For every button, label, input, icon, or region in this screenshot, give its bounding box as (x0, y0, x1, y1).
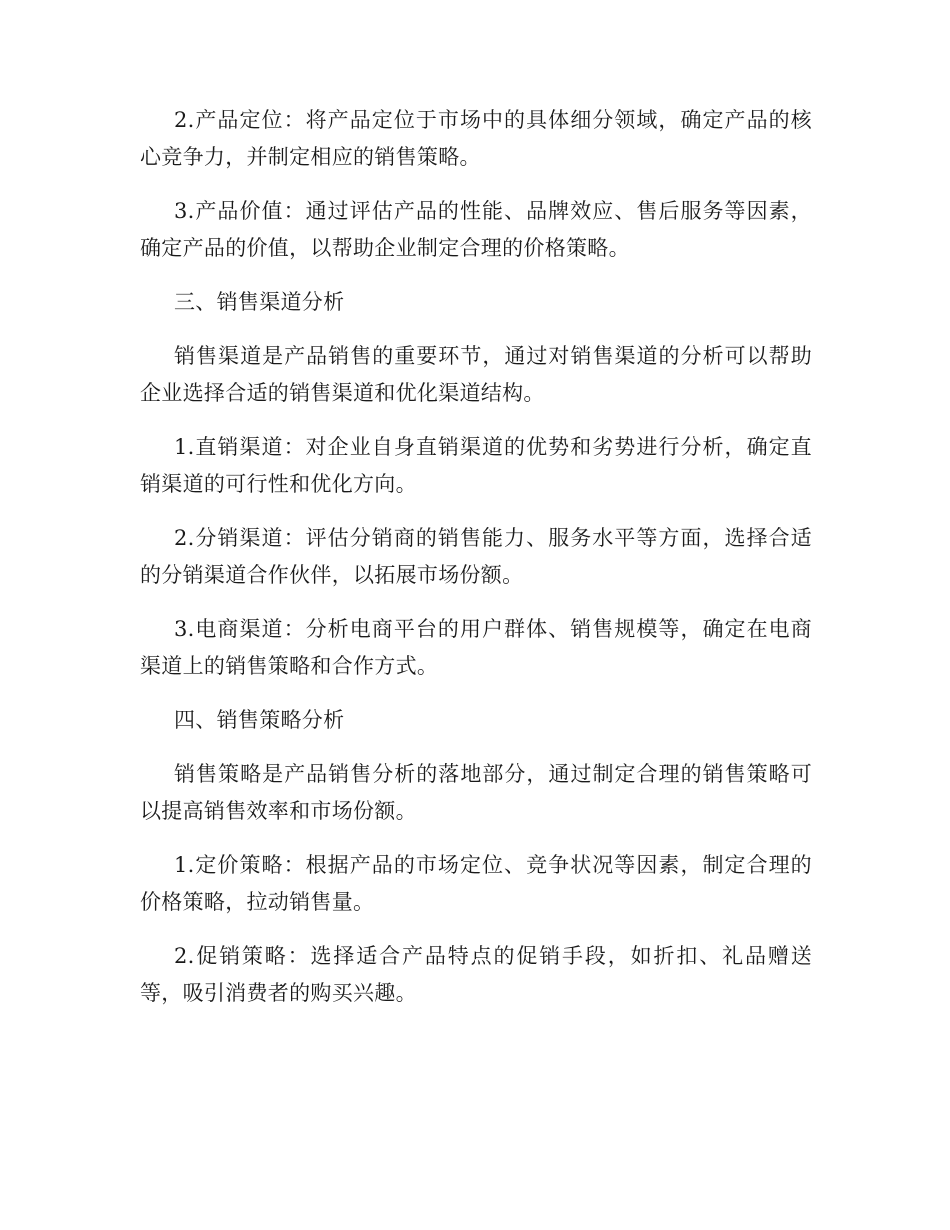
section-heading-sales-strategy: 四、销售策略分析 (174, 708, 345, 732)
paragraph-strategy-intro: 销售策略是产品销售分析的落地部分，通过制定合理的销售策略可以提高销售效率和市场份额。 (140, 762, 812, 823)
paragraph-direct-channel: 1.直销渠道：对企业自身直销渠道的优势和劣势进行分析，确定直销渠道的可行性和优化方向。 (140, 435, 812, 496)
paragraph-pricing-strategy: 1.定价策略：根据产品的市场定位、竞争状况等因素，制定合理的价格策略，拉动销售量。 (140, 853, 812, 914)
paragraph-product-value: 3.产品价值：通过评估产品的性能、品牌效应、售后服务等因素，确定产品的价值，以帮助企业制定合理的价格策略。 (140, 199, 812, 260)
paragraph-product-positioning: 2.产品定位：将产品定位于市场中的具体细分领域，确定产品的核心竞争力，并制定相应的销售策略。 (140, 108, 812, 169)
paragraph-promotion-strategy: 2.促销策略：选择适合产品特点的促销手段，如折扣、礼品赠送等，吸引消费者的购买兴趣。 (140, 944, 812, 1005)
paragraph-distribution-channel: 2.分销渠道：评估分销商的销售能力、服务水平等方面，选择合适的分销渠道合作伙伴，以拓展市场份额。 (140, 526, 812, 587)
paragraph-channels-intro: 销售渠道是产品销售的重要环节，通过对销售渠道的分析可以帮助企业选择合适的销售渠道和优化渠道结构。 (140, 344, 812, 405)
section-heading-sales-channels: 三、销售渠道分析 (174, 290, 345, 314)
paragraph-ecommerce-channel: 3.电商渠道：分析电商平台的用户群体、销售规模等，确定在电商渠道上的销售策略和合作方式。 (140, 617, 812, 678)
document-body (140, 102, 812, 1029)
